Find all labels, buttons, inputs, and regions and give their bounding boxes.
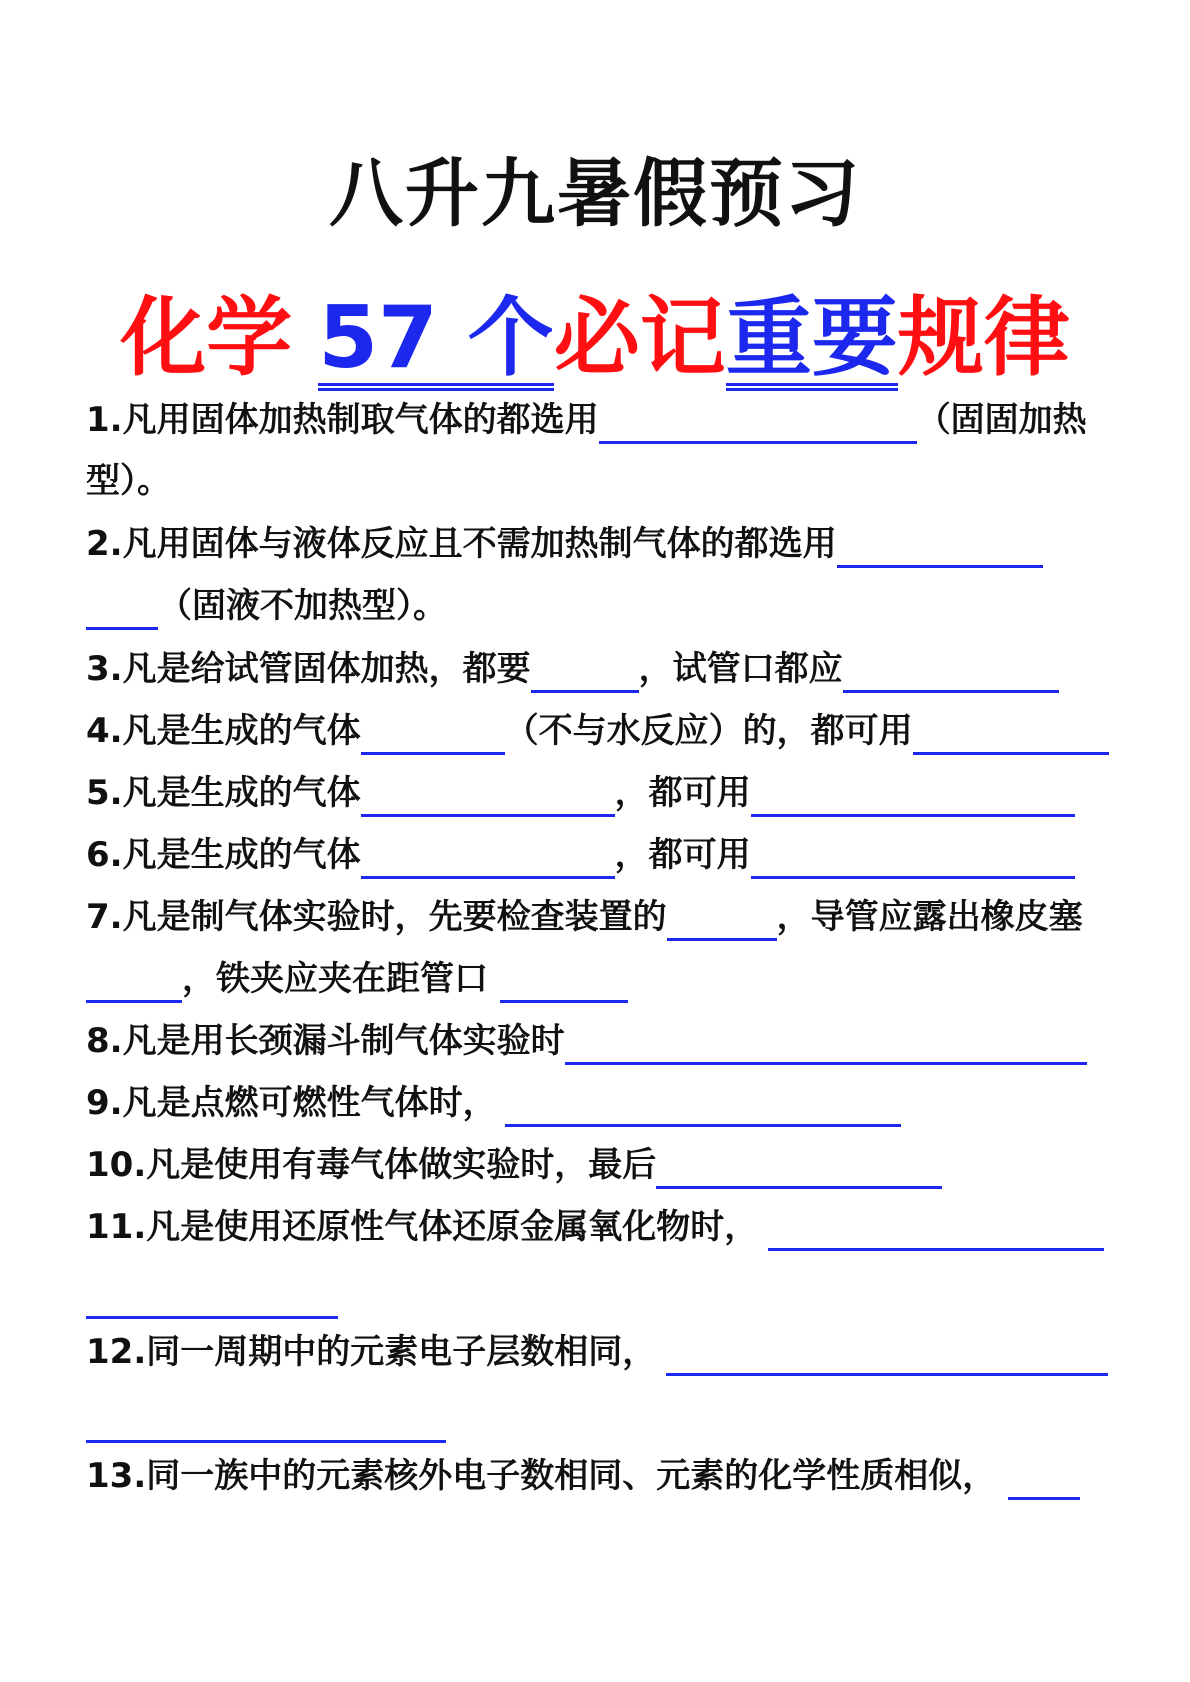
question-3-text: 3.凡是给试管固体加热，都要 [86, 649, 531, 689]
question-10-text: 10.凡是使用有毒气体做实验时，最后 [86, 1145, 657, 1185]
question-1-text: 1.凡用固体加热制取气体的都选用 [86, 400, 599, 440]
question-9 [86, 1079, 901, 1127]
answer-blank[interactable] [837, 525, 1043, 568]
question-6-text-2: ，都可用 [614, 835, 751, 875]
question-10 [86, 1141, 942, 1189]
answer-blank[interactable] [599, 401, 917, 444]
answer-blank[interactable] [86, 1400, 446, 1443]
question-6-text: 6.凡是生成的气体 [86, 835, 361, 875]
page-title: 八升九暑假预习 [329, 151, 861, 237]
question-5 [86, 769, 1075, 817]
answer-blank[interactable] [656, 1146, 942, 1189]
page-subtitle [0, 268, 1190, 392]
question-5-text-2: ，都可用 [614, 773, 751, 813]
question-2-hint: （固液不加热型）。 [158, 586, 447, 626]
question-12 [86, 1328, 1108, 1376]
subtitle-rules: 规律 [897, 288, 1070, 388]
question-2-cont [86, 582, 447, 630]
question-2 [86, 520, 1043, 568]
question-11-text: 11.凡是使用还原性气体还原金属氧化物时， [86, 1207, 759, 1247]
answer-blank[interactable] [667, 898, 777, 941]
question-7-text: 7.凡是制气体实验时，先要检查装置的 [86, 897, 667, 937]
answer-blank[interactable] [666, 1333, 1108, 1376]
answer-blank[interactable] [361, 712, 505, 755]
answer-blank[interactable] [768, 1208, 1104, 1251]
answer-blank[interactable] [86, 587, 158, 630]
question-4 [86, 707, 1109, 755]
answer-blank[interactable] [505, 1084, 901, 1127]
question-5-text: 5.凡是生成的气体 [86, 773, 361, 813]
question-1 [86, 396, 1087, 444]
question-4-text-2: （不与水反应）的，都可用 [504, 711, 913, 751]
answer-blank[interactable] [843, 650, 1059, 693]
question-4-text: 4.凡是生成的气体 [86, 711, 361, 751]
answer-blank[interactable] [751, 836, 1075, 879]
question-1-text-end: 型）。 [86, 461, 171, 501]
question-2-text: 2.凡用固体与液体反应且不需加热制气体的都选用 [86, 524, 837, 564]
question-1-hint: （固固加热 [916, 400, 1087, 440]
question-12-text: 12.同一周期中的元素电子层数相同， [86, 1332, 657, 1372]
question-6 [86, 831, 1075, 879]
subtitle-must-remember: 必记 [553, 288, 726, 388]
question-7-cont [86, 955, 628, 1003]
answer-blank[interactable] [751, 774, 1075, 817]
question-13 [86, 1452, 1080, 1500]
question-7-text-3: ，铁夹应夹在距管口 [182, 959, 488, 999]
answer-blank[interactable] [913, 712, 1109, 755]
question-1-cont [86, 457, 171, 505]
question-8 [86, 1017, 1087, 1065]
answer-blank[interactable] [86, 960, 182, 1003]
question-8-text: 8.凡是用长颈漏斗制气体实验时 [86, 1021, 565, 1061]
answer-blank[interactable] [361, 836, 615, 879]
answer-blank[interactable] [531, 650, 639, 693]
question-7-text-2: ，导管应露出橡皮塞 [776, 897, 1083, 937]
question-13-text: 13.同一族中的元素核外电子数相同、元素的化学性质相似， [86, 1456, 997, 1496]
answer-blank[interactable] [500, 960, 628, 1003]
answer-blank[interactable] [86, 1276, 338, 1319]
answer-blank[interactable] [361, 774, 615, 817]
answer-blank[interactable] [1008, 1457, 1080, 1500]
question-11 [86, 1203, 1104, 1251]
question-3-text-2: ，试管口都应 [638, 649, 843, 689]
subtitle-subject: 化学 [120, 288, 293, 388]
question-9-text: 9.凡是点燃可燃性气体时， [86, 1083, 497, 1123]
question-3 [86, 645, 1059, 693]
answer-blank[interactable] [565, 1022, 1087, 1065]
question-7 [86, 893, 1083, 941]
subtitle-important: 重要 [726, 295, 898, 391]
subtitle-count: 57 个 [318, 295, 554, 391]
